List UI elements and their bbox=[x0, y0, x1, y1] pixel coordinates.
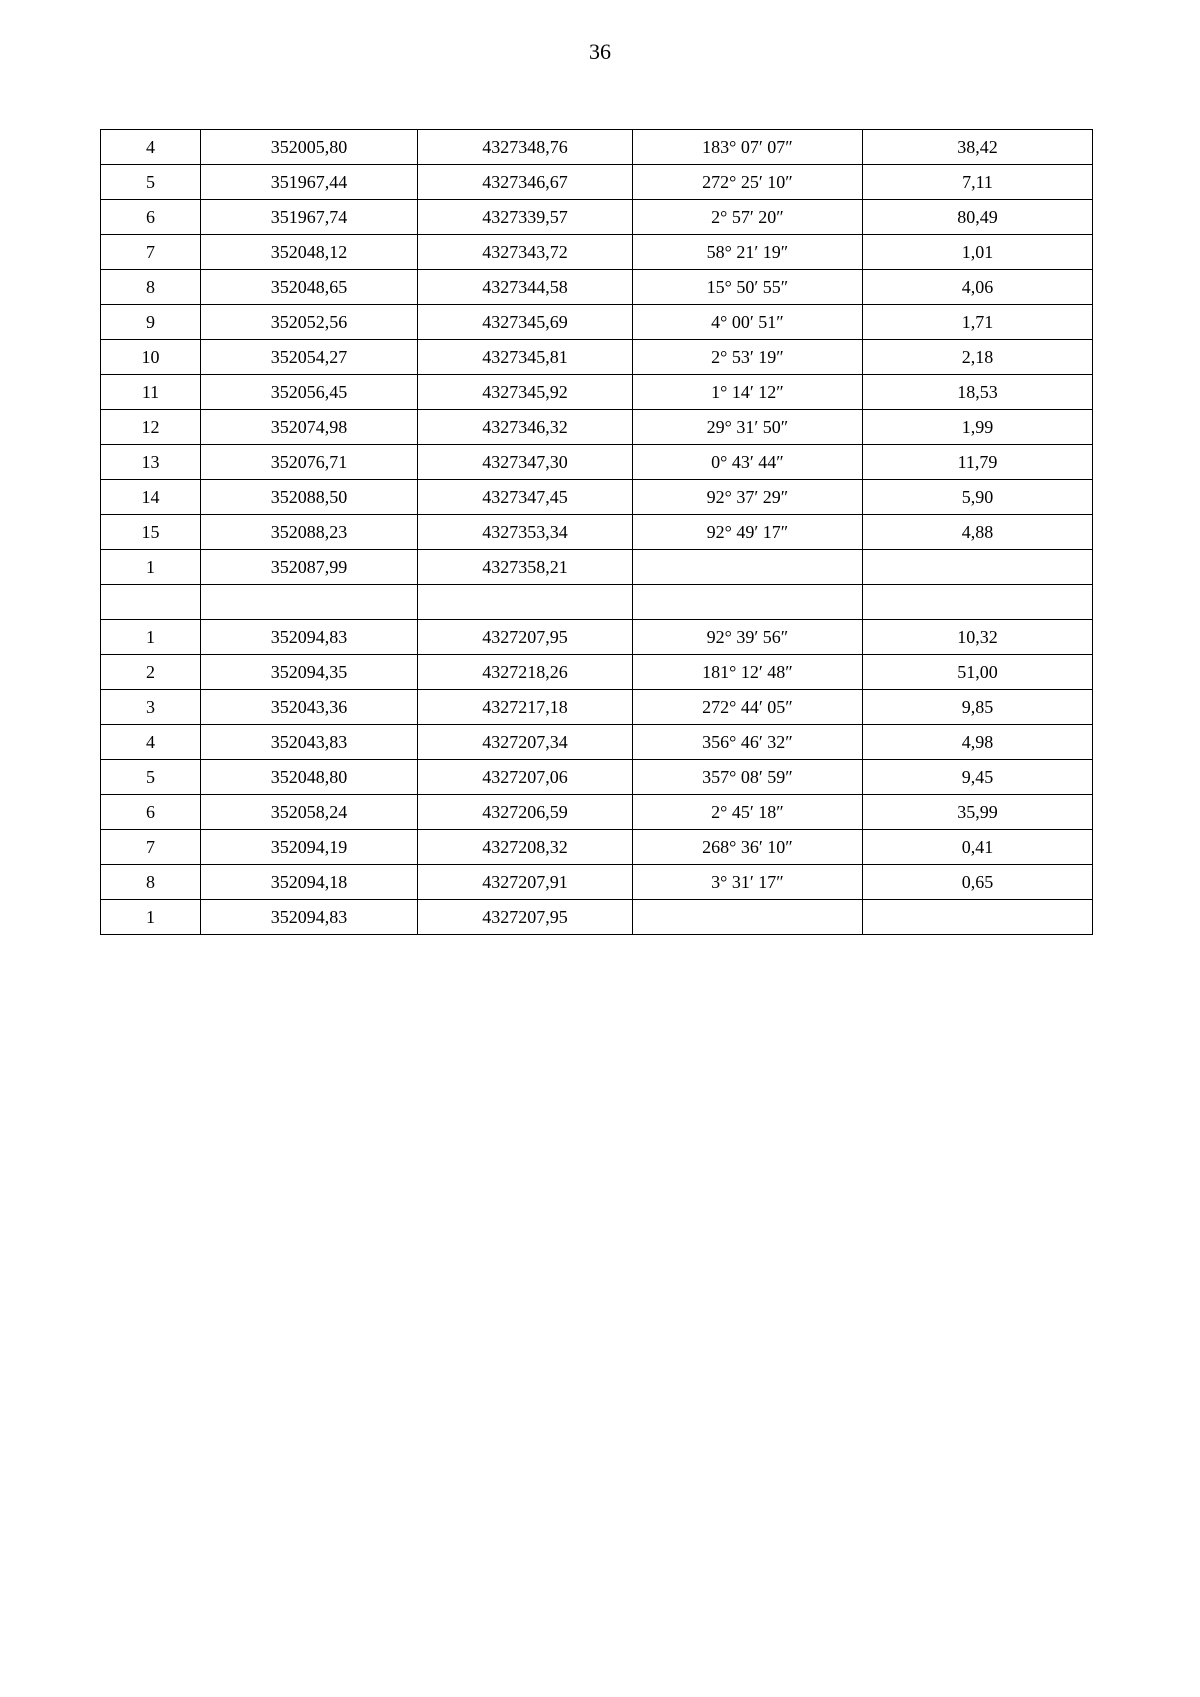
table-row bbox=[101, 690, 1093, 725]
direction-angle-cell: 92° 37′ 29″ bbox=[633, 480, 863, 515]
table-row bbox=[101, 865, 1093, 900]
direction-angle-cell: 1° 14′ 12″ bbox=[633, 375, 863, 410]
point-number-cell: 14 bbox=[101, 480, 201, 515]
distance-cell: 9,45 bbox=[863, 760, 1093, 795]
x-coordinate-cell: 352094,19 bbox=[201, 830, 418, 865]
direction-angle-cell: 272° 44′ 05″ bbox=[633, 690, 863, 725]
y-coordinate-cell: 4327207,34 bbox=[418, 725, 633, 760]
point-number-cell: 4 bbox=[101, 130, 201, 165]
distance-cell: 0,41 bbox=[863, 830, 1093, 865]
y-coordinate-cell: 4327347,45 bbox=[418, 480, 633, 515]
x-coordinate-cell: 352048,80 bbox=[201, 760, 418, 795]
x-coordinate-cell: 352054,27 bbox=[201, 340, 418, 375]
point-number-cell: 6 bbox=[101, 795, 201, 830]
table-row bbox=[101, 900, 1093, 935]
y-coordinate-cell: 4327358,21 bbox=[418, 550, 633, 585]
point-number-cell: 1 bbox=[101, 550, 201, 585]
distance-cell: 9,85 bbox=[863, 690, 1093, 725]
table-row bbox=[101, 760, 1093, 795]
x-coordinate-cell: 352074,98 bbox=[201, 410, 418, 445]
table-row bbox=[101, 585, 1093, 620]
page-number: 36 bbox=[589, 39, 611, 64]
point-number-cell: 12 bbox=[101, 410, 201, 445]
point-number-cell: 1 bbox=[101, 900, 201, 935]
direction-angle-cell: 268° 36′ 10″ bbox=[633, 830, 863, 865]
direction-angle-cell: 356° 46′ 32″ bbox=[633, 725, 863, 760]
x-coordinate-cell: 352087,99 bbox=[201, 550, 418, 585]
y-coordinate-cell: 4327346,32 bbox=[418, 410, 633, 445]
x-coordinate-cell: 352043,36 bbox=[201, 690, 418, 725]
distance-cell: 2,18 bbox=[863, 340, 1093, 375]
table-row bbox=[101, 200, 1093, 235]
distance-cell: 1,01 bbox=[863, 235, 1093, 270]
x-coordinate-cell: 352058,24 bbox=[201, 795, 418, 830]
direction-angle-cell: 181° 12′ 48″ bbox=[633, 655, 863, 690]
x-coordinate-cell: 352088,23 bbox=[201, 515, 418, 550]
y-coordinate-cell: 4327206,59 bbox=[418, 795, 633, 830]
table-row bbox=[101, 235, 1093, 270]
distance-cell: 5,90 bbox=[863, 480, 1093, 515]
direction-angle-cell bbox=[633, 900, 863, 935]
point-number-cell: 10 bbox=[101, 340, 201, 375]
table-row bbox=[101, 130, 1093, 165]
distance-cell: 80,49 bbox=[863, 200, 1093, 235]
direction-angle-cell: 3° 31′ 17″ bbox=[633, 865, 863, 900]
table-row bbox=[101, 795, 1093, 830]
distance-cell: 11,79 bbox=[863, 445, 1093, 480]
distance-cell: 38,42 bbox=[863, 130, 1093, 165]
direction-angle-cell: 15° 50′ 55″ bbox=[633, 270, 863, 305]
x-coordinate-cell bbox=[201, 585, 418, 620]
direction-angle-cell: 2° 57′ 20″ bbox=[633, 200, 863, 235]
distance-cell: 0,65 bbox=[863, 865, 1093, 900]
table-row bbox=[101, 305, 1093, 340]
x-coordinate-cell: 351967,74 bbox=[201, 200, 418, 235]
distance-cell: 10,32 bbox=[863, 620, 1093, 655]
point-number-cell: 2 bbox=[101, 655, 201, 690]
y-coordinate-cell: 4327345,81 bbox=[418, 340, 633, 375]
direction-angle-cell: 4° 00′ 51″ bbox=[633, 305, 863, 340]
distance-cell: 4,88 bbox=[863, 515, 1093, 550]
direction-angle-cell: 183° 07′ 07″ bbox=[633, 130, 863, 165]
table-row bbox=[101, 480, 1093, 515]
table-row bbox=[101, 445, 1093, 480]
direction-angle-cell bbox=[633, 550, 863, 585]
table-row bbox=[101, 270, 1093, 305]
point-number-cell: 9 bbox=[101, 305, 201, 340]
y-coordinate-cell: 4327207,91 bbox=[418, 865, 633, 900]
distance-cell bbox=[863, 550, 1093, 585]
table-row bbox=[101, 515, 1093, 550]
point-number-cell: 1 bbox=[101, 620, 201, 655]
direction-angle-cell: 58° 21′ 19″ bbox=[633, 235, 863, 270]
table-row bbox=[101, 165, 1093, 200]
y-coordinate-cell: 4327207,06 bbox=[418, 760, 633, 795]
x-coordinate-cell: 352048,65 bbox=[201, 270, 418, 305]
distance-cell: 4,98 bbox=[863, 725, 1093, 760]
y-coordinate-cell: 4327217,18 bbox=[418, 690, 633, 725]
x-coordinate-cell: 352052,56 bbox=[201, 305, 418, 340]
y-coordinate-cell: 4327343,72 bbox=[418, 235, 633, 270]
x-coordinate-cell: 352094,18 bbox=[201, 865, 418, 900]
distance-cell: 51,00 bbox=[863, 655, 1093, 690]
x-coordinate-cell: 352094,83 bbox=[201, 900, 418, 935]
direction-angle-cell: 29° 31′ 50″ bbox=[633, 410, 863, 445]
distance-cell: 1,99 bbox=[863, 410, 1093, 445]
y-coordinate-cell: 4327208,32 bbox=[418, 830, 633, 865]
table-row bbox=[101, 655, 1093, 690]
distance-cell bbox=[863, 900, 1093, 935]
distance-cell bbox=[863, 585, 1093, 620]
point-number-cell: 13 bbox=[101, 445, 201, 480]
x-coordinate-cell: 352076,71 bbox=[201, 445, 418, 480]
table-row bbox=[101, 620, 1093, 655]
point-number-cell: 4 bbox=[101, 725, 201, 760]
distance-cell: 1,71 bbox=[863, 305, 1093, 340]
direction-angle-cell: 92° 49′ 17″ bbox=[633, 515, 863, 550]
coordinates-table bbox=[100, 129, 1093, 935]
point-number-cell bbox=[101, 585, 201, 620]
table-row bbox=[101, 375, 1093, 410]
x-coordinate-cell: 352043,83 bbox=[201, 725, 418, 760]
point-number-cell: 7 bbox=[101, 830, 201, 865]
y-coordinate-cell: 4327207,95 bbox=[418, 620, 633, 655]
y-coordinate-cell: 4327344,58 bbox=[418, 270, 633, 305]
point-number-cell: 7 bbox=[101, 235, 201, 270]
direction-angle-cell: 2° 53′ 19″ bbox=[633, 340, 863, 375]
direction-angle-cell: 357° 08′ 59″ bbox=[633, 760, 863, 795]
x-coordinate-cell: 352088,50 bbox=[201, 480, 418, 515]
y-coordinate-cell: 4327218,26 bbox=[418, 655, 633, 690]
table-row bbox=[101, 830, 1093, 865]
point-number-cell: 8 bbox=[101, 865, 201, 900]
table-row bbox=[101, 410, 1093, 445]
y-coordinate-cell: 4327207,95 bbox=[418, 900, 633, 935]
distance-cell: 7,11 bbox=[863, 165, 1093, 200]
y-coordinate-cell bbox=[418, 585, 633, 620]
y-coordinate-cell: 4327348,76 bbox=[418, 130, 633, 165]
point-number-cell: 8 bbox=[101, 270, 201, 305]
point-number-cell: 5 bbox=[101, 760, 201, 795]
direction-angle-cell: 272° 25′ 10″ bbox=[633, 165, 863, 200]
coordinates-table-body bbox=[101, 130, 1093, 935]
x-coordinate-cell: 352056,45 bbox=[201, 375, 418, 410]
x-coordinate-cell: 352094,35 bbox=[201, 655, 418, 690]
direction-angle-cell bbox=[633, 585, 863, 620]
y-coordinate-cell: 4327347,30 bbox=[418, 445, 633, 480]
distance-cell: 35,99 bbox=[863, 795, 1093, 830]
y-coordinate-cell: 4327345,92 bbox=[418, 375, 633, 410]
direction-angle-cell: 0° 43′ 44″ bbox=[633, 445, 863, 480]
y-coordinate-cell: 4327353,34 bbox=[418, 515, 633, 550]
direction-angle-cell: 2° 45′ 18″ bbox=[633, 795, 863, 830]
table-row bbox=[101, 725, 1093, 760]
point-number-cell: 5 bbox=[101, 165, 201, 200]
point-number-cell: 6 bbox=[101, 200, 201, 235]
y-coordinate-cell: 4327339,57 bbox=[418, 200, 633, 235]
point-number-cell: 3 bbox=[101, 690, 201, 725]
distance-cell: 18,53 bbox=[863, 375, 1093, 410]
point-number-cell: 15 bbox=[101, 515, 201, 550]
x-coordinate-cell: 351967,44 bbox=[201, 165, 418, 200]
x-coordinate-cell: 352094,83 bbox=[201, 620, 418, 655]
y-coordinate-cell: 4327346,67 bbox=[418, 165, 633, 200]
distance-cell: 4,06 bbox=[863, 270, 1093, 305]
x-coordinate-cell: 352048,12 bbox=[201, 235, 418, 270]
table-row bbox=[101, 340, 1093, 375]
x-coordinate-cell: 352005,80 bbox=[201, 130, 418, 165]
direction-angle-cell: 92° 39′ 56″ bbox=[633, 620, 863, 655]
y-coordinate-cell: 4327345,69 bbox=[418, 305, 633, 340]
point-number-cell: 11 bbox=[101, 375, 201, 410]
table-row bbox=[101, 550, 1093, 585]
